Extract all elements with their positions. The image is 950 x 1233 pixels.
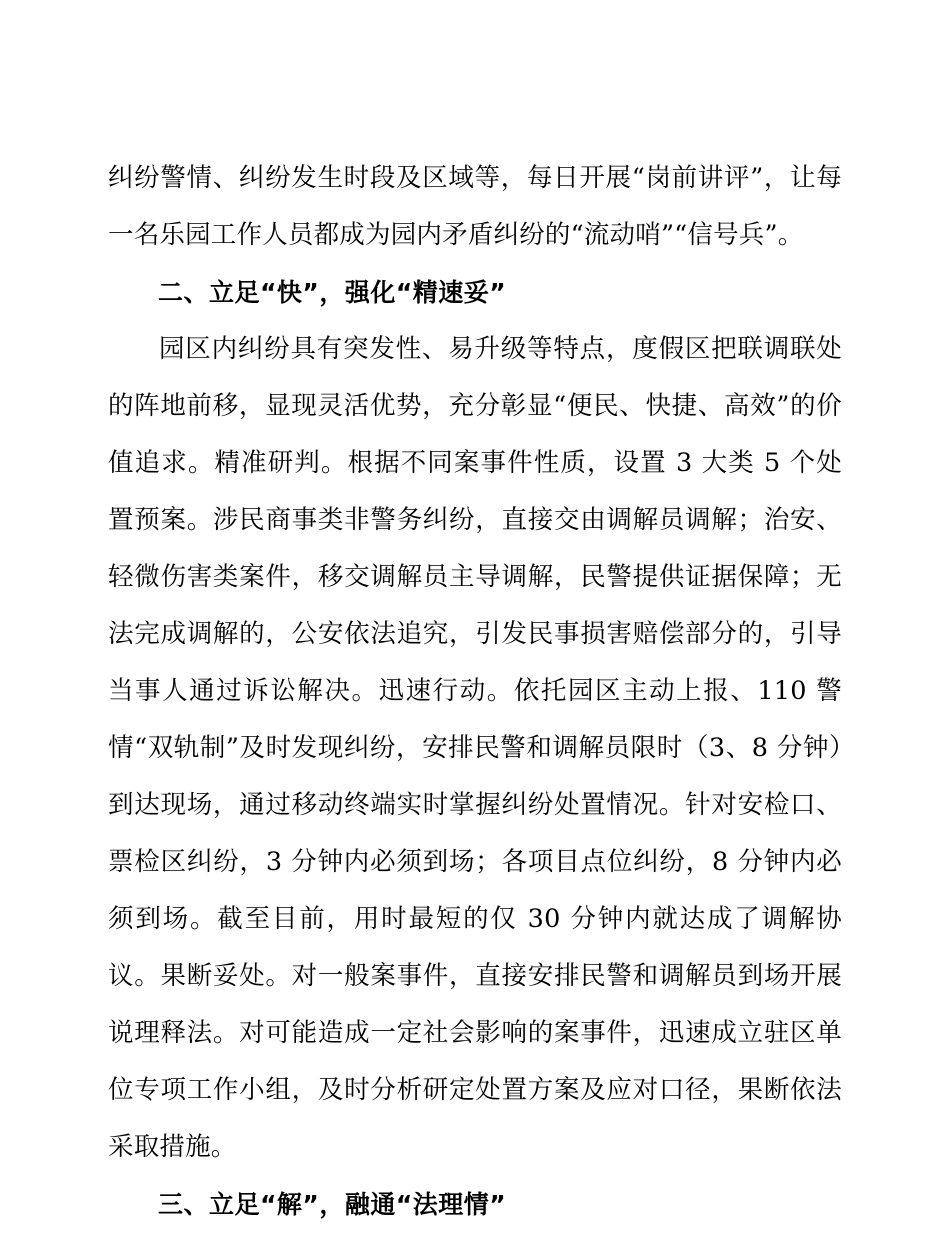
heading-section-three: 三、立足“解”，融通“法理情” <box>158 1190 507 1219</box>
document-body <box>108 150 842 1233</box>
section-two-paragraph: 园区内纠纷具有突发性、易升级等特点，度假区把联调联处的阵地前移，显现灵活优势，充分彰显“便民、快捷、高效”的价值追求。精准研判。根据不同案事件性质，设置 3 大类 5 个处置预案。涉民商事类非警务纠纷，直接交由调解员调解；治安、轻微伤害类案件，移交调解员主导调解，民警提供证据保障；无法完成调解的，公安依法追究，引发民事损害赔偿部分的，引导当事人通过诉讼解决。迅速行动。依托园区主动上报、110 警情“双轨制”及时发现纠纷，安排民警和调解员限时（3、8 分钟）到达现场，通过移动终端实时掌握纠纷处置情况。针对安检口、票检区纠纷，3 分钟内必须到场；各项目点位纠纷，8 分钟内必须到场。截至目前，用时最短的仅 30 分钟内就达成了调解协议。果断妥处。对一般案事件，直接安排民警和调解员到场开展说理释法。对可能造成一定社会影响的案事件，迅速成立驻区单位专项工作小组，及时分析研定处置方案及应对口径，果断依法采取措施。 <box>108 334 842 1162</box>
heading-section-two: 二、立足“快”，强化“精速妥” <box>158 278 507 307</box>
continued-paragraph: 纠纷警情、纠纷发生时段及区域等，每日开展“岗前讲评”，让每一名乐园工作人员都成为园内矛盾纠纷的“流动哨”“信号兵”。 <box>108 163 842 250</box>
